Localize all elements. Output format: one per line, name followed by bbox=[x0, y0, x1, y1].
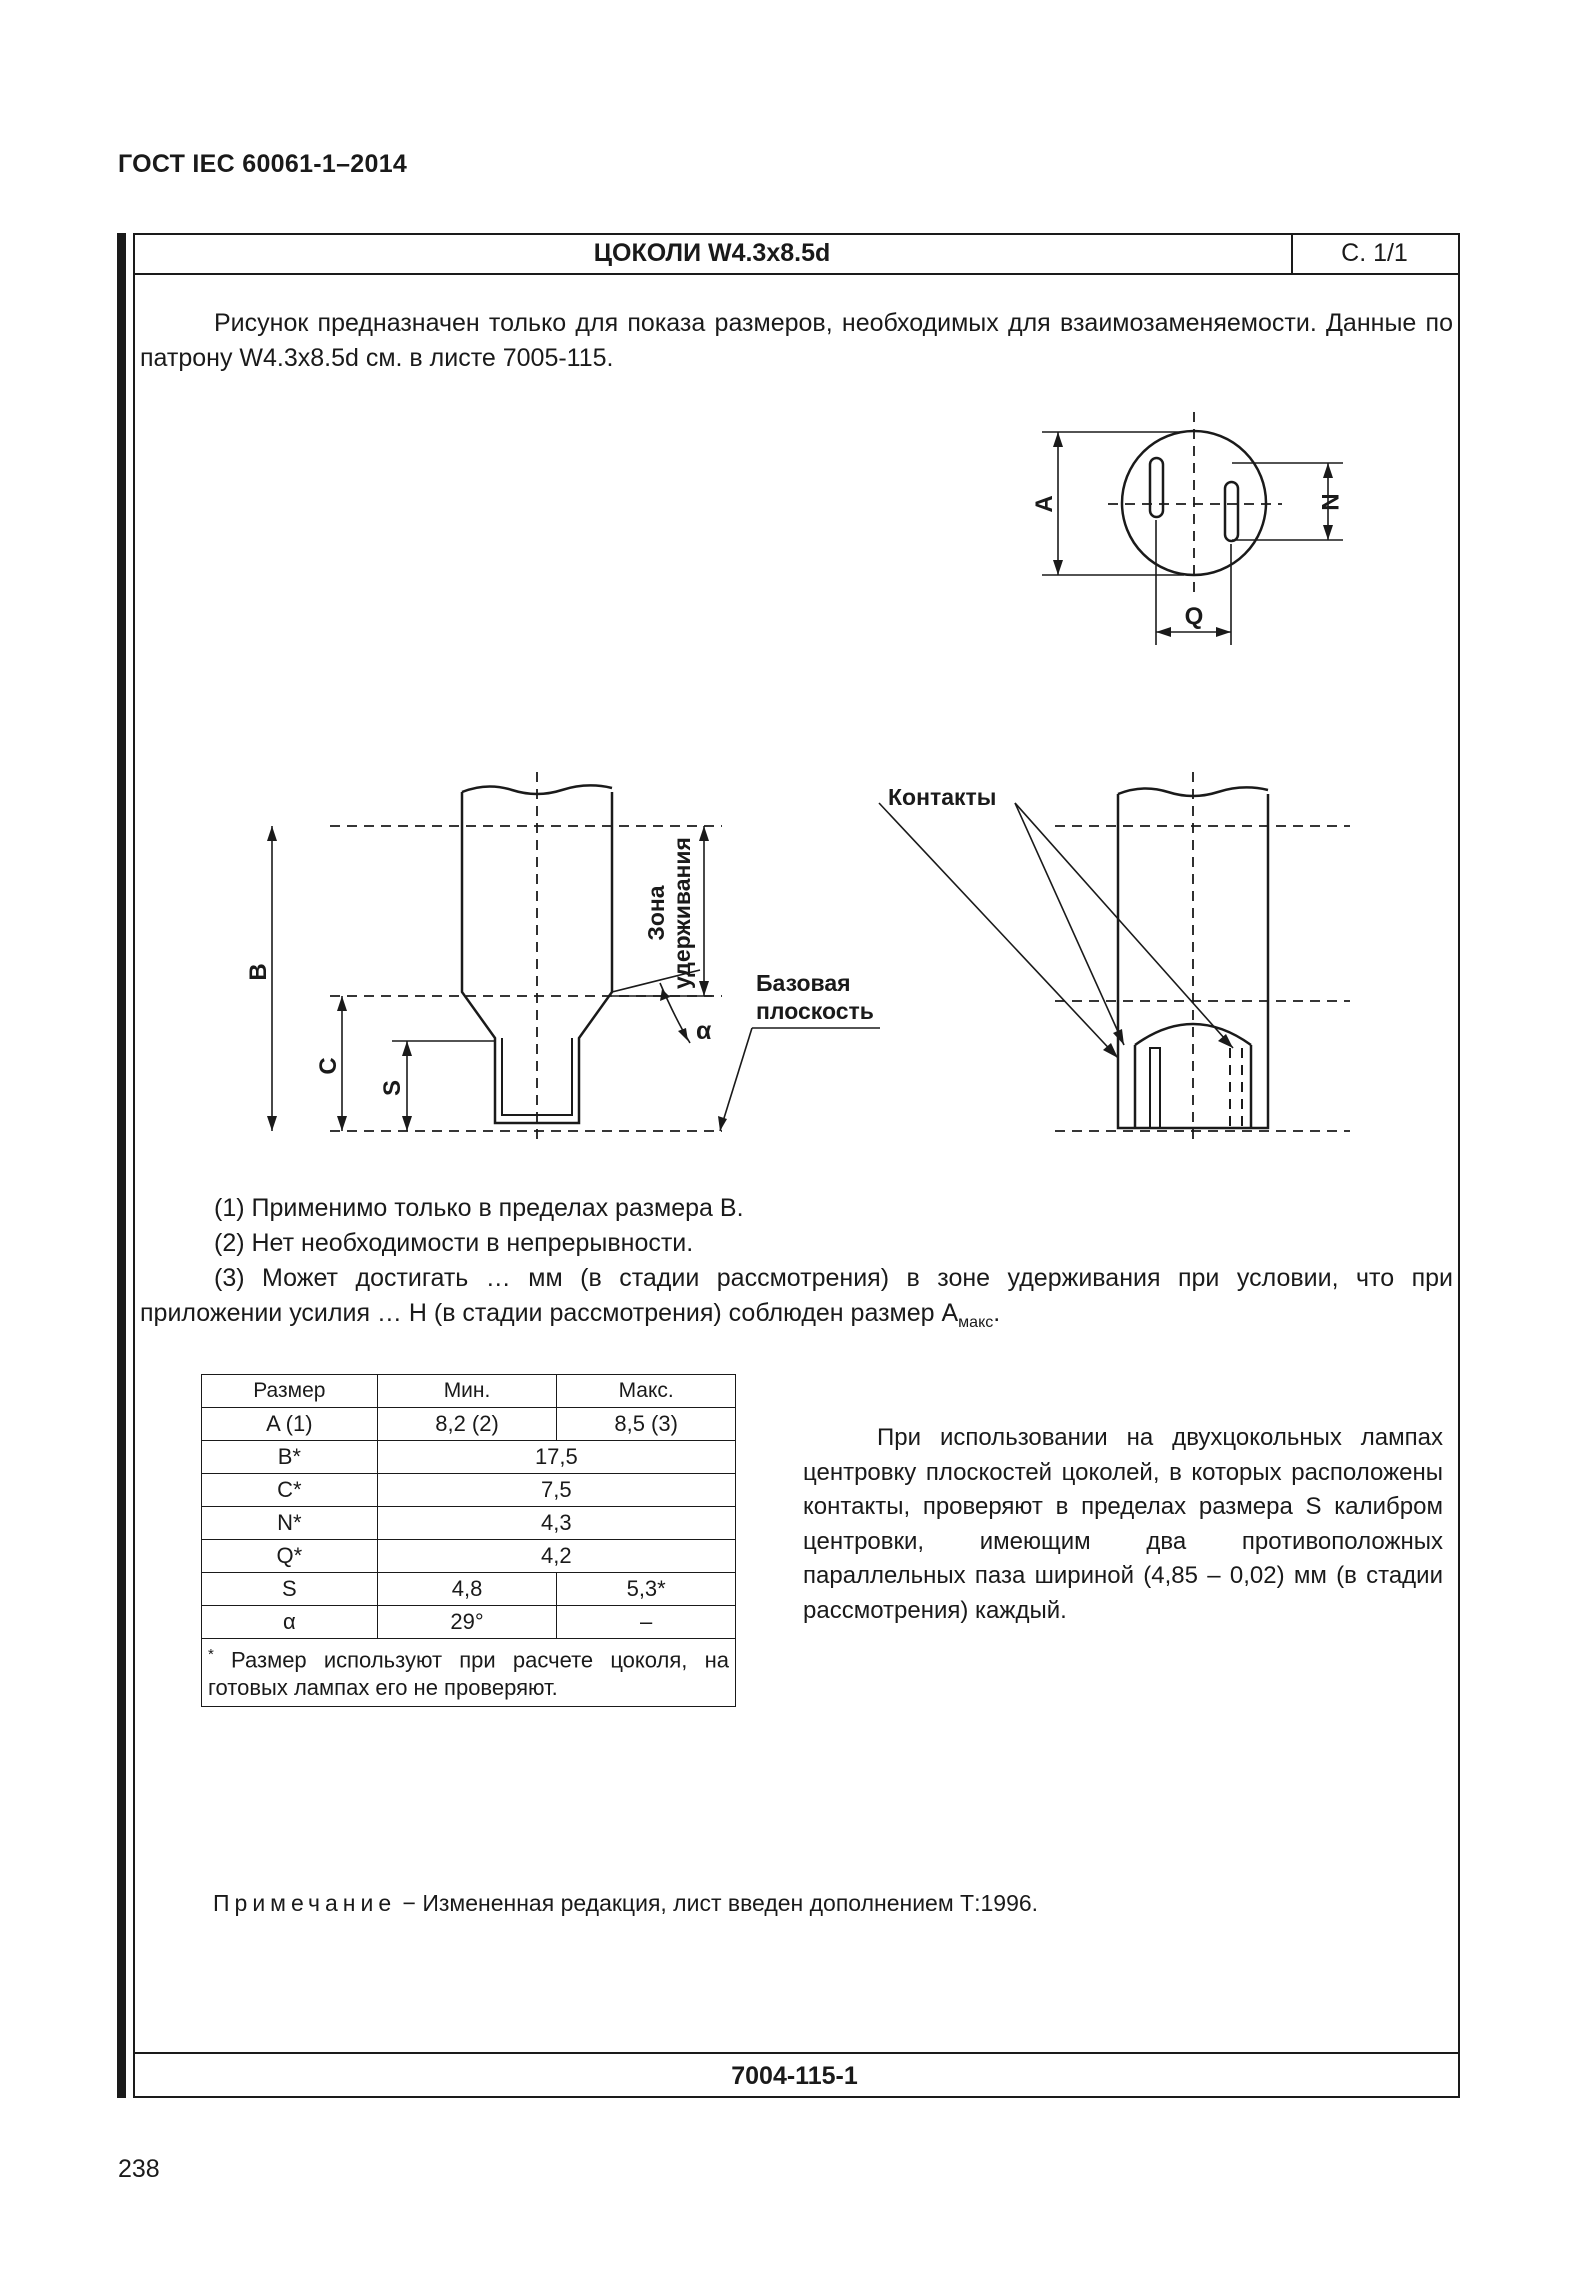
row-name: A (1) bbox=[202, 1408, 378, 1441]
note-2: (2) Нет необходимости в непрерывности. bbox=[214, 1229, 694, 1257]
sheet-page-indicator: С. 1/1 bbox=[1341, 239, 1408, 267]
row-max: 8,5 (3) bbox=[557, 1408, 736, 1441]
row-name: N* bbox=[202, 1507, 378, 1540]
row-max: – bbox=[557, 1606, 736, 1639]
label-s: S bbox=[379, 1079, 406, 1097]
label-a: A bbox=[1031, 495, 1058, 513]
final-note-label: Примечание bbox=[213, 1890, 397, 1916]
row-name: B* bbox=[202, 1441, 378, 1474]
row-name: C* bbox=[202, 1474, 378, 1507]
label-zone-line1: Зона bbox=[643, 885, 669, 941]
row-value: 4,2 bbox=[377, 1540, 735, 1573]
note-3-subscript: макс bbox=[958, 1314, 994, 1331]
note-3 bbox=[140, 1261, 1453, 1340]
row-name: α bbox=[202, 1606, 378, 1639]
page-number: 238 bbox=[118, 2155, 160, 2183]
row-value: 7,5 bbox=[377, 1474, 735, 1507]
row-max: 5,3* bbox=[557, 1573, 736, 1606]
sheet-number: 7004-115-1 bbox=[731, 2062, 858, 2090]
footnote-text: Размер используют при расчете цоколя, на готовых лампах его не проверяют. bbox=[208, 1647, 729, 1701]
label-base-line1: Базовая bbox=[756, 970, 851, 996]
header-max: Макс. bbox=[557, 1375, 736, 1408]
sheet-footer-row bbox=[133, 2052, 1460, 2098]
table-row bbox=[202, 1540, 736, 1573]
notes-block bbox=[140, 1191, 1453, 1340]
side-paragraph: При использовании на двухцокольных лампах центровку плоскостей цоколей, в которых расположены контакты, проверяют в пределах размера S калибром центровки, имеющим два противоположных параллельных паза шириной (4,85 – 0,02) мм (в стадии рассмотрения) каждый. bbox=[803, 1424, 1443, 1624]
row-name: S bbox=[202, 1573, 378, 1606]
header-size: Размер bbox=[202, 1375, 378, 1408]
note-3-end: . bbox=[993, 1299, 1001, 1327]
table-row bbox=[202, 1441, 736, 1474]
header-min: Мин. bbox=[377, 1375, 557, 1408]
row-value: 4,3 bbox=[377, 1507, 735, 1540]
final-note bbox=[213, 1890, 1038, 1917]
sheet-title: ЦОКОЛИ W4.3x8.5d bbox=[133, 233, 1293, 273]
final-note-text: − Измененная редакция, лист введен дополнением Т:1996. bbox=[396, 1890, 1039, 1916]
end-view-contact-slot bbox=[1225, 482, 1238, 541]
label-q: Q bbox=[1184, 603, 1204, 630]
table-footnote-row bbox=[202, 1639, 736, 1707]
table-row bbox=[202, 1408, 736, 1441]
table-row bbox=[202, 1606, 736, 1639]
right-base-contact bbox=[1150, 1048, 1160, 1128]
row-min: 29° bbox=[377, 1606, 557, 1639]
label-c: C bbox=[315, 1057, 342, 1075]
end-view-contact-slot bbox=[1150, 458, 1163, 517]
table-footnote bbox=[202, 1639, 736, 1707]
note-1: (1) Применимо только в пределах размера B. bbox=[214, 1194, 744, 1222]
row-min: 4,8 bbox=[377, 1573, 557, 1606]
table-header-row bbox=[202, 1375, 736, 1408]
row-min: 8,2 (2) bbox=[377, 1408, 557, 1441]
label-b: B bbox=[245, 963, 272, 981]
row-value: 17,5 bbox=[377, 1441, 735, 1474]
footnote-mark: * bbox=[208, 1646, 214, 1663]
note-3-text: (3) Может достигать … мм (в стадии рассмотрения) в зоне удерживания при условии, что при приложении усилия … Н (в стадии рассмотрения) соблюден размер A bbox=[140, 1264, 1453, 1327]
label-base-line2: плоскость bbox=[756, 998, 874, 1024]
table-row bbox=[202, 1573, 736, 1606]
intro-paragraph: Рисунок предназначен только для показа размеров, необходимых для взаимозаменяемости. Данные по патрону W4.3x8.5d см. в листе 7005-115. bbox=[140, 309, 1453, 372]
label-contacts: Контакты bbox=[888, 784, 997, 810]
label-alpha: α bbox=[696, 1017, 712, 1045]
label-n: N bbox=[1316, 493, 1343, 511]
table-row bbox=[202, 1507, 736, 1540]
row-name: Q* bbox=[202, 1540, 378, 1573]
dimensions-table bbox=[201, 1374, 736, 1707]
label-zone-line2: удерживания bbox=[669, 837, 695, 989]
document-header: ГОСТ IEC 60061-1–2014 bbox=[118, 150, 408, 178]
table-row bbox=[202, 1474, 736, 1507]
